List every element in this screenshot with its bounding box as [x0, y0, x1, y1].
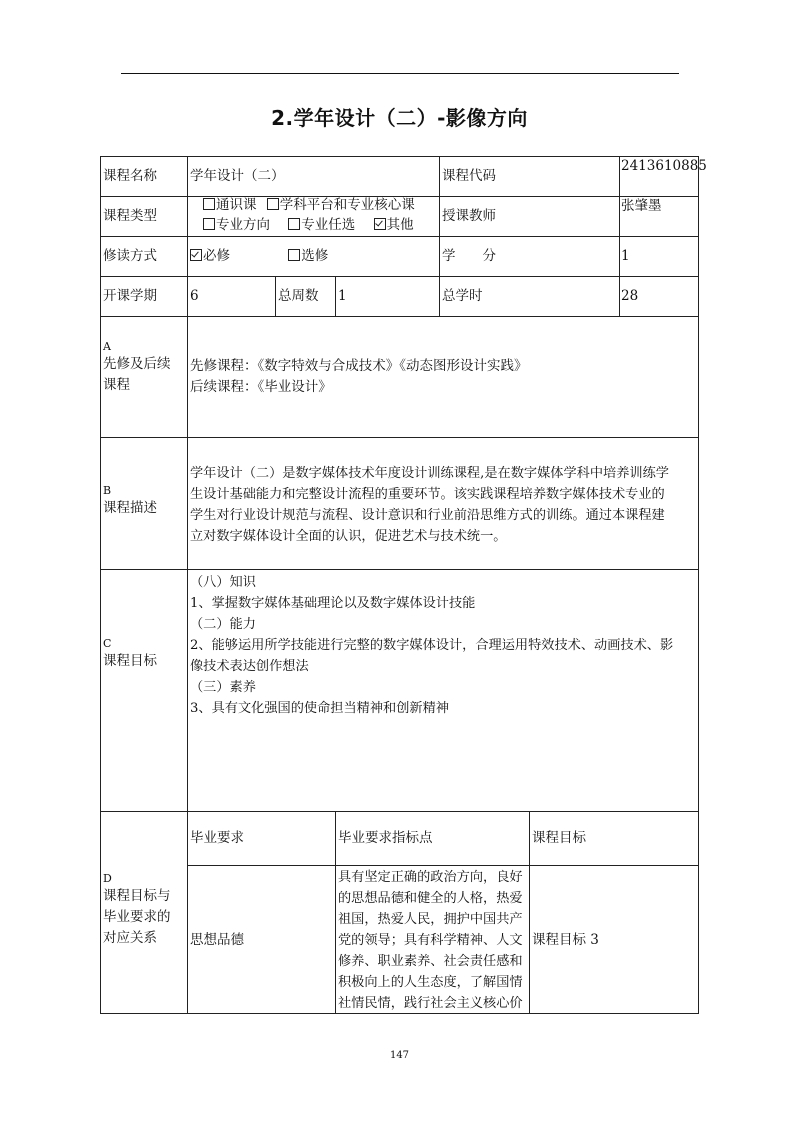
option-required[interactable]: [190, 248, 230, 264]
table-border: [187, 865, 699, 866]
total-hours-label: 总学时: [442, 288, 483, 304]
option-elective[interactable]: [288, 217, 355, 233]
requirement-moral: 思想品德: [190, 932, 244, 948]
goal-moral: 课程目标 3: [532, 932, 599, 948]
text-line: 先修课程：《数字特效与合成技术》《动态图形设计实践》: [190, 358, 528, 374]
teacher-value: 张肇墨: [621, 198, 662, 214]
semester-value: 6: [190, 288, 199, 304]
text-line: 党的领导；具有科学精神、人文: [338, 933, 523, 948]
text-line: 具有坚定正确的政治方向，良好: [338, 870, 523, 885]
checkbox-icon: [203, 198, 215, 210]
text-line: 祖国，热爱人民，拥护中国共产: [338, 912, 523, 927]
checkbox-icon: [288, 249, 300, 261]
section-b-label: [103, 484, 187, 519]
text-line: 像技术表达创作想法: [190, 659, 309, 674]
prerequisite-content: [190, 356, 696, 398]
text-line: 3、具有文化强国的使命担当精神和创新精神: [190, 701, 449, 716]
option-label: 学科平台和专业核心课: [279, 197, 415, 213]
header-goal: 课程目标: [532, 830, 586, 846]
teacher-label: 授课教师: [442, 208, 496, 224]
course-code-label: 课程代码: [442, 168, 496, 184]
label-line: 先修及后续: [103, 356, 171, 372]
text-line: （三）素养: [190, 680, 256, 695]
table-border: [100, 156, 699, 157]
option-label: 其他: [386, 217, 414, 233]
text-line: 2、能够运用所学技能进行完整的数字媒体设计，合理运用特效技术、动画技术、影: [190, 638, 674, 653]
label-line: 课程目标与: [103, 888, 171, 904]
option-core[interactable]: [267, 197, 415, 213]
course-description: [190, 463, 698, 547]
section-letter: D: [103, 872, 112, 885]
option-label: 专业方向: [216, 217, 270, 233]
header-indicator: 毕业要求指标点: [338, 830, 433, 846]
table-border: [698, 156, 699, 1014]
text-line: 1、掌握数字媒体基础理论以及数字媒体设计技能: [190, 596, 476, 611]
option-label: 通识课: [216, 197, 257, 213]
option-elective-mode[interactable]: [288, 248, 328, 264]
table-border: [100, 569, 699, 570]
course-type-label: 课程类型: [103, 208, 157, 224]
table-border: [439, 276, 440, 316]
checkbox-icon: [288, 218, 300, 230]
text-line: （二）能力: [190, 617, 256, 632]
section-letter: B: [103, 484, 112, 497]
checkbox-checked-icon: [190, 249, 202, 261]
option-general[interactable]: [203, 197, 257, 213]
option-other[interactable]: [374, 217, 414, 233]
study-mode-label: 修读方式: [103, 248, 157, 264]
checkbox-checked-icon: [374, 218, 386, 230]
semester-label: 开课学期: [103, 288, 157, 304]
header-requirement: 毕业要求: [190, 830, 244, 846]
checkbox-icon: [203, 218, 215, 230]
table-border: [100, 276, 699, 277]
section-letter: C: [103, 637, 112, 650]
label-line: 课程: [103, 377, 130, 393]
text-line: （八）知识: [190, 575, 256, 590]
text-line: 学生对行业设计规范与流程、设计意识和行业前沿思维方式的训练。通过本课程建: [190, 508, 665, 523]
label-line: 课程描述: [103, 500, 157, 516]
table-border: [100, 437, 699, 438]
label-line: 对应关系: [103, 930, 157, 946]
table-border: [619, 156, 620, 316]
table-border: [335, 811, 336, 1013]
option-label: 必修: [203, 248, 230, 264]
table-border: [439, 156, 440, 276]
table-border: [100, 811, 699, 812]
text-line: 生设计基础能力和完整设计流程的重要环节。该实践课程培养数字媒体技术专业的: [190, 487, 665, 502]
page-number: 147: [389, 1050, 410, 1061]
total-weeks-value: 1: [338, 288, 347, 304]
total-hours-value: 28: [621, 288, 639, 304]
total-weeks-label: 总周数: [278, 288, 319, 304]
table-border: [275, 276, 276, 316]
text-line: 社情民情，践行社会主义核心价: [338, 996, 523, 1011]
option-label: 专业任选: [301, 217, 356, 233]
table-border: [100, 236, 699, 237]
label-line: 课程目标: [103, 653, 157, 669]
section-d-label: [103, 872, 187, 949]
label-line: 毕业要求的: [103, 909, 171, 925]
course-code-value: 2413610885: [621, 158, 707, 174]
checkbox-icon: [267, 198, 279, 210]
text-line: 立对数字媒体设计全面的认识，促进艺术与技术统一。: [190, 529, 507, 544]
course-objectives: [190, 572, 698, 719]
course-name-label: 课程名称: [103, 168, 157, 184]
table-border: [100, 156, 101, 1014]
page-title: 2.学年设计（二）-影像方向: [271, 106, 528, 130]
table-border: [187, 156, 188, 1014]
study-mode-options: [190, 246, 328, 267]
course-type-options: [203, 195, 415, 235]
text-line: 的思想品德和健全的人格，热爱: [338, 891, 523, 906]
table-border: [335, 276, 336, 316]
text-line: 修养、职业素养、社会责任感和: [338, 954, 523, 969]
option-label: 选修: [301, 248, 329, 264]
header-rule: [121, 73, 679, 74]
table-border: [100, 316, 699, 317]
section-c-label: [103, 637, 187, 672]
section-letter: A: [103, 340, 111, 353]
indicator-moral: [338, 867, 530, 1014]
credit-label: 学 分: [442, 248, 496, 264]
course-name-value: 学年设计（二）: [190, 168, 285, 184]
section-a-label: [103, 340, 187, 396]
option-direction[interactable]: [203, 217, 270, 233]
text-line: 后续课程：《毕业设计》: [190, 379, 332, 395]
text-line: 学年设计（二）是数字媒体技术年度设计训练课程,是在数字媒体学科中培养训练学: [190, 466, 669, 481]
credit-value: 1: [621, 248, 630, 264]
text-line: 积极向上的人生态度，了解国情: [338, 975, 523, 990]
